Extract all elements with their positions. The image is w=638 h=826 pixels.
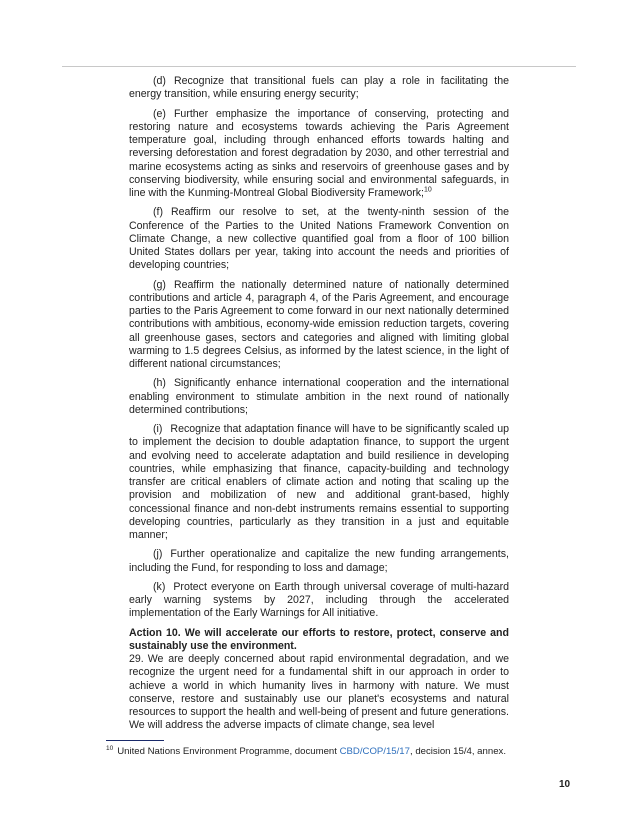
footnote-rule xyxy=(106,740,164,741)
paragraph-text: Further emphasize the importance of conserving, protecting and restoring nature and ecosystems towards achieving the Paris Agreement temperature goal, including through enhanced efforts towards halting and reversing deforestation and forest degradation by 2030, and other terrestrial and marine ecosystems acting as sinks and reservoirs of greenhouse gases and by conserving biodiversity, while ensuring social and environmental safeguards, in line with the Kunming-Montreal Global Biodiversity Framework; xyxy=(129,107,509,199)
header-rule xyxy=(62,66,576,67)
document-body xyxy=(129,75,509,733)
paragraph-text: Significantly enhance international cooperation and the international enabling environment to stimulate ambition in the next round of nationally determined contributions; xyxy=(129,377,509,416)
action-heading: Action 10. We will accelerate our efforts to restore, protect, conserve and sustainably use the environment. xyxy=(129,626,509,652)
paragraph-label: (g) xyxy=(153,278,166,291)
paragraph-label: (j) xyxy=(153,548,163,561)
document-link[interactable]: CBD/COP/15/17 xyxy=(339,746,410,757)
paragraph-text: Reaffirm the nationally determined nature of nationally determined contributions and article 4, paragraph 4, of the Paris Agreement, and encourage parties to the Paris Agreement to come forward in our next nationally determined contributions with ambitious, economy-wide emission reduction targets, covering all greenhouse gases, sectors and categories and aligned with limiting global warming to 1.5 degrees Celsius, as informed by the latest science, in the light of different national circumstances; xyxy=(129,278,509,370)
page-number: 10 xyxy=(559,779,571,790)
paragraph-e xyxy=(129,108,509,201)
paragraph-label: (i) xyxy=(153,423,163,435)
paragraph-label: (h) xyxy=(153,377,166,390)
paragraph-text: Reaffirm our resolve to set, at the twenty-ninth session of the Conference of the Parties to the United Nations Framework Convention on Climate Change, a new collective quantified goal from a floor of 100 billion United States dollars per year, taking into account the needs and priorities of developing countries; xyxy=(129,206,509,272)
paragraph-text: We are deeply concerned about rapid environmental degradation, and we recognize the urgent need for a fundamental shift in our approach in order to achieve a world in which humanity lives in harmony with nature. We must conserve, restore and sustainably use our planet's ecosystems and natural resources to support the health and well-being of present and future generations. We will address the adverse impacts of climate change, sea level xyxy=(129,653,509,732)
footnote xyxy=(106,746,506,759)
paragraph-label: (k) xyxy=(153,580,166,593)
paragraph-text: Protect everyone on Earth through universal coverage of multi-hazard early warning systems by 2027, including through the accelerated implementation of the Early Warnings for All initiative. xyxy=(129,580,509,620)
paragraph-29 xyxy=(129,653,509,733)
footnote-text: United Nations Environment Programme, document xyxy=(117,746,340,757)
paragraph-d xyxy=(129,75,509,102)
footnote-reference[interactable]: 10 xyxy=(423,186,432,194)
paragraph-label: (e) xyxy=(153,107,166,120)
paragraph-label: (d) xyxy=(153,75,166,87)
paragraph-number: 29. xyxy=(129,653,144,665)
paragraph-text: Recognize that adaptation finance will have to be significantly scaled up to implement the decision to double adaptation finance, to support the urgent and evolving need to accelerate adaptation and build resilience in developing countries, while emphasizing that finance, capacity-building and technology transfer are critical enablers of climate action and noting that scaling up the provision and mobilization of new and additional grant-based, highly concessional finance and non-debt instruments remains essential to supporting developing countries, particularly as they transition in a just and equitable manner; xyxy=(129,423,509,541)
paragraph-i xyxy=(129,423,509,542)
paragraph-k xyxy=(129,581,509,621)
paragraph-f xyxy=(129,206,509,272)
paragraph-text: Further operationalize and capitalize the new funding arrangements, including the Fund, for responding to loss and damage; xyxy=(129,548,509,574)
paragraph-h xyxy=(129,377,509,417)
paragraph-g xyxy=(129,279,509,372)
paragraph-j xyxy=(129,548,509,575)
paragraph-text: Recognize that transitional fuels can play a role in facilitating the energy transition, while ensuring energy security; xyxy=(129,75,509,101)
paragraph-label: (f) xyxy=(153,206,163,219)
footnote-number: 10 xyxy=(106,744,114,752)
footnote-text-end: , decision 15/4, annex. xyxy=(409,746,506,757)
